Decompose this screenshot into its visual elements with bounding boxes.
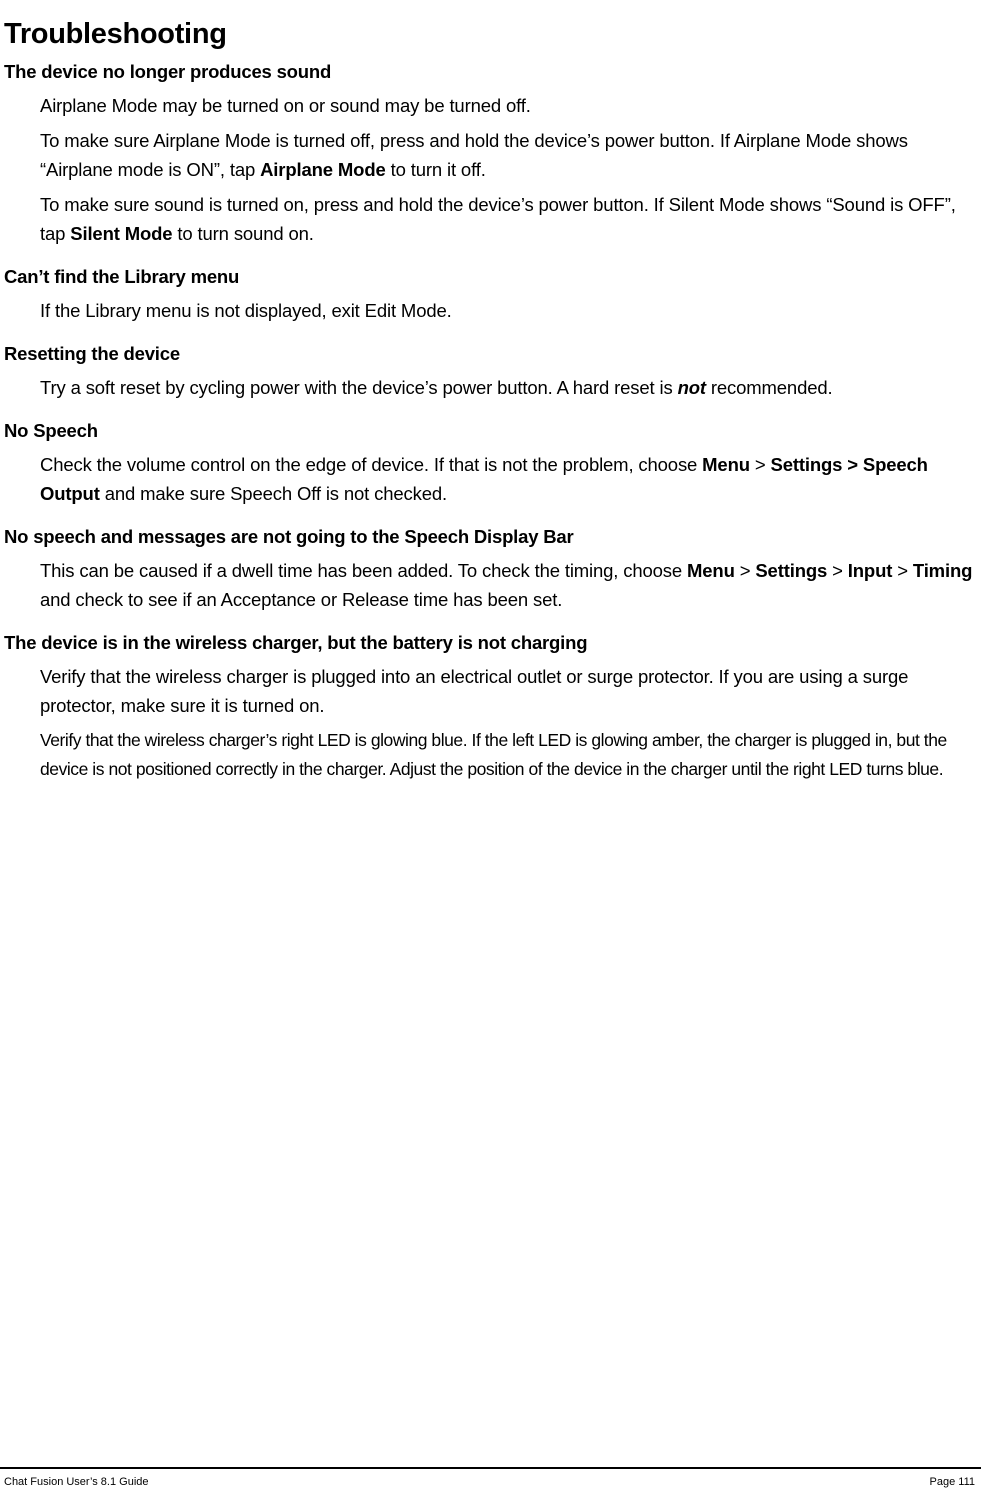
section-paragraph [40, 190, 979, 248]
section-heading: The device is in the wireless charger, but the battery is not charging [4, 632, 588, 653]
body-text: to turn it off. [385, 159, 486, 180]
document-body [4, 59, 979, 790]
section-paragraph [40, 726, 979, 784]
body-text: Try a soft reset by cycling power with the device’s power button. A hard reset is [40, 377, 678, 398]
ui-term: Silent Mode [70, 223, 173, 244]
body-text: If the Library menu is not displayed, exit Edit Mode. [40, 300, 452, 321]
body-text: Airplane Mode may be turned on or sound may be turned off. [40, 95, 531, 116]
section-heading: Resetting the device [4, 343, 180, 364]
body-text: Check the volume control on the edge of device. If that is not the problem, choose [40, 454, 703, 475]
section-paragraph [40, 91, 979, 120]
body-text: > [734, 560, 756, 581]
section-paragraph [40, 662, 979, 720]
body-text: > [827, 560, 848, 581]
section-heading: Can’t find the Library menu [4, 266, 240, 287]
footer-guide-title: Chat Fusion User’s 8.1 Guide [4, 1476, 149, 1488]
body-text: and check to see if an Acceptance or Release time has been set. [40, 589, 563, 610]
ui-term: Settings > Speech Output [40, 454, 928, 504]
body-text: To make sure Airplane Mode is turned off, press and hold the device’s power button. If Airplane Mode shows “Airplane mode is ON”, tap [40, 130, 908, 180]
section-paragraph [40, 373, 979, 402]
section-paragraph [40, 450, 979, 508]
ui-term: Timing [912, 560, 973, 581]
body-text: and make sure Speech Off is not checked. [99, 483, 447, 504]
body-text: Verify that the wireless charger’s right LED is glowing blue. If the left LED is glowing amber, the charger is plugged in, but the device is not positioned correctly in the charger. Adjust the position of the device in the charger until the right LED turns blue. [40, 730, 947, 779]
troubleshooting-section [4, 341, 979, 402]
section-heading: The device no longer produces sound [4, 61, 332, 82]
body-text: To make sure sound is turned on, press and hold the device’s power button. If Silent Mode shows “Sound is OFF”, tap [40, 194, 956, 244]
body-text: > [892, 560, 913, 581]
ui-term: Menu [687, 560, 735, 581]
section-paragraph [40, 556, 979, 614]
body-text: to turn sound on. [172, 223, 314, 244]
footer-divider [0, 1467, 981, 1469]
section-paragraph [40, 126, 979, 184]
troubleshooting-section [4, 630, 979, 784]
ui-term: Input [847, 560, 893, 581]
section-paragraph [40, 296, 979, 325]
troubleshooting-section [4, 264, 979, 325]
ui-term: Airplane Mode [260, 159, 386, 180]
troubleshooting-section [4, 524, 979, 614]
ui-term: Menu [702, 454, 750, 475]
section-heading: No Speech [4, 420, 98, 441]
body-text: Verify that the wireless charger is plugged into an electrical outlet or surge protector. If you are using a surge protector, make sure it is turned on. [40, 666, 909, 716]
emphasis-text: not [677, 377, 706, 398]
troubleshooting-section [4, 59, 979, 248]
page-title: Troubleshooting [4, 18, 227, 51]
footer-page-number: Page 111 [929, 1476, 975, 1488]
section-heading: No speech and messages are not going to the Speech Display Bar [4, 526, 574, 547]
body-text: > [749, 454, 771, 475]
troubleshooting-section [4, 418, 979, 508]
body-text: recommended. [705, 377, 833, 398]
ui-term: Settings [755, 560, 828, 581]
body-text: This can be caused if a dwell time has been added. To check the timing, choose [40, 560, 688, 581]
